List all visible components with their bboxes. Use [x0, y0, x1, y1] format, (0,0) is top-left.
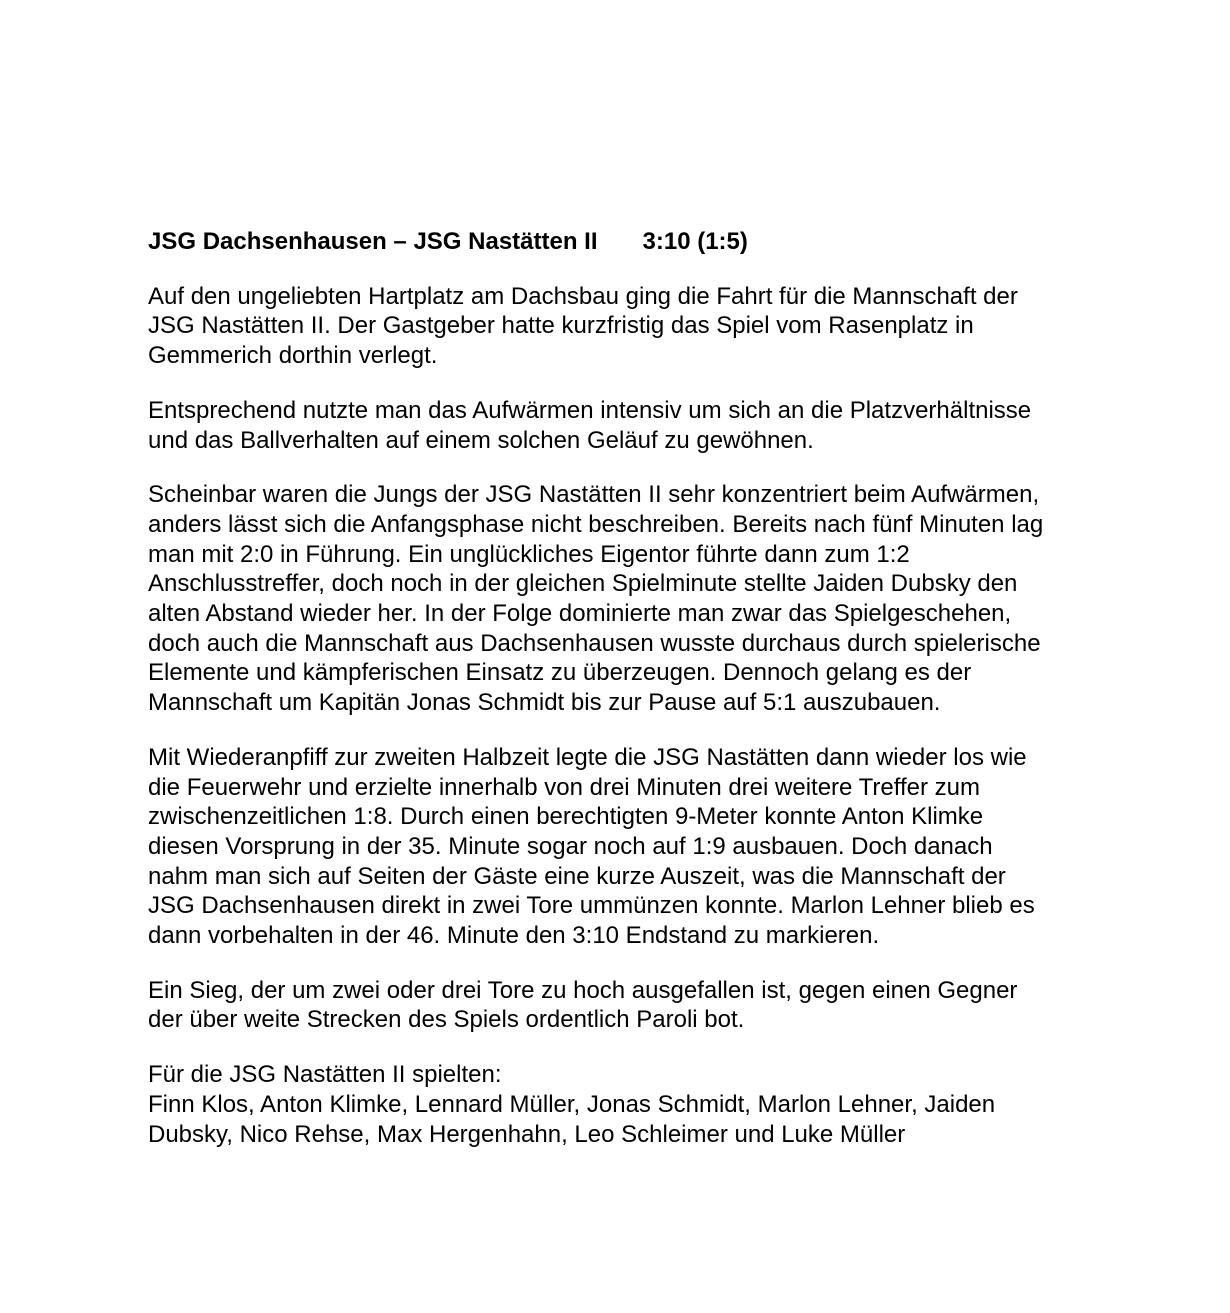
text-line: Scheinbar waren die Jungs der JSG Nastätten II sehr konzentriert beim Aufwärmen,	[148, 481, 1040, 509]
text-line: diesen Vorsprung in der 35. Minute sogar noch auf 1:9 ausbauen. Doch danach	[148, 832, 993, 860]
text-line: alten Abstand wieder her. In der Folge dominierte man zwar das Spielgeschehen,	[148, 600, 1012, 628]
match-score: 3:10 (1:5)	[642, 228, 748, 255]
text-line: Dubsky, Nico Rehse, Max Hergenhahn, Leo Schleimer und Luke Müller	[148, 1120, 906, 1148]
text-line: Mit Wiederanpfiff zur zweiten Halbzeit legte die JSG Nastätten dann wieder los wie	[148, 743, 1027, 771]
text-line: der über weite Strecken des Spiels ordentlich Paroli bot.	[148, 1006, 745, 1034]
text-line: zwischenzeitlichen 1:8. Durch einen berechtigten 9-Meter konnte Anton Klimke	[148, 803, 984, 831]
text-line: die Feuerwehr und erzielte innerhalb von drei Minuten drei weitere Treffer zum	[148, 773, 980, 801]
text-line: Finn Klos, Anton Klimke, Lennard Müller, Jonas Schmidt, Marlon Lehner, Jaiden	[148, 1090, 996, 1118]
match-report-document	[148, 227, 1043, 1149]
text-line: man mit 2:0 in Führung. Ein unglückliches Eigentor führte dann zum 1:2	[148, 540, 910, 568]
text-line: Anschlusstreffer, doch noch in der gleichen Spielminute stellte Jaiden Dubsky den	[148, 570, 1018, 598]
text-line: JSG Dachsenhausen direkt in zwei Tore ummünzen konnte. Marlon Lehner blieb es	[148, 892, 1035, 920]
paragraph-warmup	[148, 396, 1043, 455]
text-line: Für die JSG Nastätten II spielten:	[148, 1061, 502, 1089]
text-line: Mannschaft um Kapitän Jonas Schmidt bis zur Pause auf 5:1 auszubauen.	[148, 689, 941, 717]
paragraph-first-half	[148, 480, 1043, 718]
text-line: nahm man sich auf Seiten der Gäste eine kurze Auszeit, was die Mannschaft der	[148, 862, 1006, 890]
text-line: Entsprechend nutzte man das Aufwärmen intensiv um sich an die Platzverhältnisse	[148, 396, 1032, 424]
paragraph-second-half	[148, 743, 1043, 951]
paragraph-lineup	[148, 1060, 1043, 1149]
text-line: Ein Sieg, der um zwei oder drei Tore zu hoch ausgefallen ist, gegen einen Gegner	[148, 976, 1018, 1004]
paragraph-venue	[148, 282, 1043, 371]
report-title	[148, 227, 1043, 257]
text-line: Auf den ungeliebten Hartplatz am Dachsbau ging die Fahrt für die Mannschaft der	[148, 282, 1018, 310]
match-title: JSG Dachsenhausen – JSG Nastätten II	[148, 228, 598, 255]
text-line: und das Ballverhalten auf einem solchen Geläuf zu gewöhnen.	[148, 426, 814, 454]
text-line: dann vorbehalten in der 46. Minute den 3:10 Endstand zu markieren.	[148, 922, 880, 950]
text-line: doch auch die Mannschaft aus Dachsenhausen wusste durchaus durch spielerische	[148, 629, 1041, 657]
text-line: Gemmerich dorthin verlegt.	[148, 342, 438, 370]
text-line: Elemente und kämpferischen Einsatz zu überzeugen. Dennoch gelang es der	[148, 659, 972, 687]
text-line: JSG Nastätten II. Der Gastgeber hatte kurzfristig das Spiel vom Rasenplatz in	[148, 312, 974, 340]
text-line: anders lässt sich die Anfangsphase nicht beschreiben. Bereits nach fünf Minuten lag	[148, 510, 1044, 538]
paragraph-conclusion	[148, 976, 1043, 1035]
